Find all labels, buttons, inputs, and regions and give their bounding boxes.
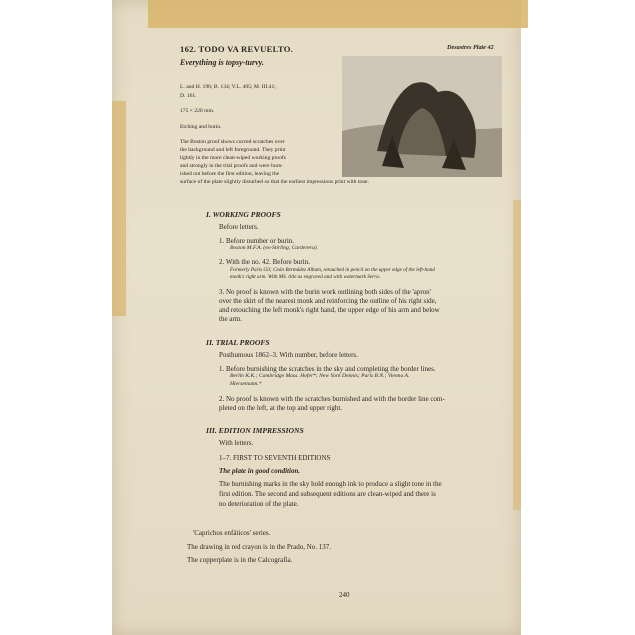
section3-text-line-2: first edition. The second and subsequent editions are clean-wiped and there is [219,490,436,498]
intro-line-1: The Boston proof shows curved scratches over [180,139,285,145]
section3-text-line-1: The burnishing marks in the sky hold enough ink to produce a slight tone in the [219,480,442,488]
etching-image [342,56,502,177]
section1-title: I. WORKING PROOFS [206,210,281,219]
section1-item3-line-2: over the skirt of the nearest monk and reinforcing the outline of his right side, [219,297,437,305]
refs-line-2: D. 161. [180,93,197,99]
section1-item2: 2. With the no. 42. Before burin. [219,258,310,266]
section1-item3-line-1: 3. No proof is known with the burin work outlining both sides of the 'apron' [219,288,431,296]
section2-item2-line-1: 2. No proof is known with the scratches burnished and with the border line com- [219,395,445,403]
section1-item1-note: Boston M.F.A. (ex-Stirling, Carderera). [230,245,319,251]
intro-line-6: surface of the plate slightly disturbed so that the earliest impressions print with tone. [180,179,369,185]
section2-item1: 1. Before burnishing the scratches in the sky and completing the border lines. [219,365,436,373]
section2-title: II. TRIAL PROOFS [206,338,270,347]
section3-item: 1–7. FIRST TO SEVENTH EDITIONS [219,454,331,462]
intro-line-3: lightly in the more clean-wiped working proofs [180,155,286,161]
plate-label: Desastres Plate 42 [447,44,494,51]
section3-title: III. EDITION IMPRESSIONS [206,426,304,435]
section2-sub: Posthumous 1862–3. With number, before letters. [219,351,358,359]
tape-right [513,200,521,510]
section2-item2-line-2: pleted on the left, at the top and upper right. [219,404,343,412]
section1-sub: Before letters. [219,223,259,231]
section1-item3-line-4: the arm. [219,315,242,323]
entry-title: 162. TODO VA REVUELTO. [180,44,294,54]
tape-top [148,0,528,28]
section1-item2-note-1: Formerly Paris Gil; Ceán Bermúdez Album, retouched in pencil on the upper edge of the left-hand [230,267,435,273]
section2-item1-note-1: Berlin K.K.; Cambridge Mass. Hofer*; New York Dennis; Paris B.N.; Vienna A. [230,373,410,379]
section1-item3-line-3: and retouching the left monk's right hand, the upper edge of his arm and below [219,306,440,314]
entry-subtitle: Everything is topsy-turvy. [180,58,264,67]
size-text: 175 × 220 mm. [180,108,215,114]
footer-line-1: 'Caprichos enfáticos' series. [193,529,271,537]
intro-line-4: and strongly in the trial proofs and were burn- [180,163,284,169]
section3-text-line-3: no deterioration of the plate. [219,500,299,508]
tape-left [112,101,126,316]
footer-line-2: The drawing in red crayon is in the Prado, No. 137. [187,543,332,551]
technique-text: Etching and burin. [180,124,222,130]
intro-line-5: ished out before the first edition, leaving the [180,171,280,177]
section1-item1: 1. Before number or burin. [219,237,295,245]
section1-item2-note-2: monk's right arm. With MS. title as engraved and with watermark Serra. [230,274,381,280]
intro-line-2: the background and left foreground. They print [180,147,286,153]
section3-item-sub: The plate in good condition. [219,467,301,475]
page-number: 240 [339,591,350,599]
footer-line-3: The copperplate is in the Calcografía. [187,556,293,564]
section2-item1-note-2: Hiersemann.* [230,381,262,387]
section3-sub: With letters. [219,439,254,447]
refs-line-1: L. and H. 196; B. 134; V.L. 405; M. III.41; [180,84,276,90]
